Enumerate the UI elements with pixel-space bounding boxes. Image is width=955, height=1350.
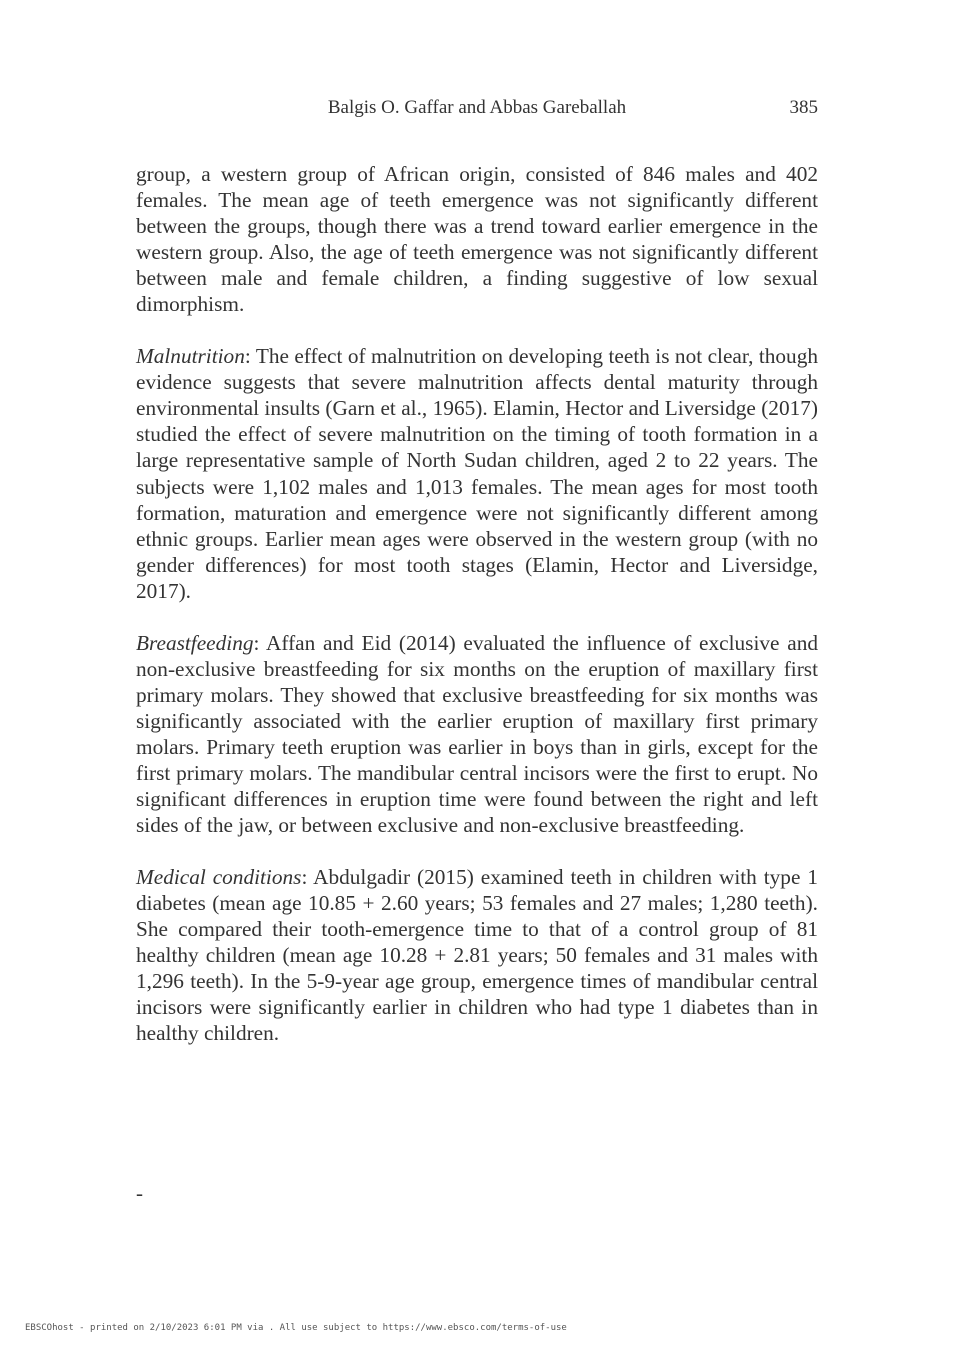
paragraph-text: : The effect of malnutrition on developing teeth is not clear, though evidence suggests that severe malnutrition affects dental maturity through environmental insults (Garn et al., 1965). Elamin, Hector and Liversidge (2017) studied the effect of severe malnutrition on the timing of tooth formation in a large representative sample of North Sudan children, aged 2 to 22 years. The subjects were 1,102 males and 1,013 females. The mean ages for most tooth formation, maturation and emergence were not significantly different among ethnic groups. Earlier mean ages were observed in the western group (with no gender differences) for most tooth stages (Elamin, Hector and Liversidge, 2017).	[136, 344, 818, 603]
paragraph-lead: Malnutrition	[136, 344, 245, 369]
dash-mark: -	[136, 1181, 143, 1205]
paragraph-medical-conditions	[136, 864, 818, 1046]
paragraph-lead: Medical conditions	[136, 865, 302, 890]
body-text	[136, 161, 818, 1072]
running-header	[136, 96, 818, 120]
paragraph-malnutrition	[136, 343, 818, 603]
paragraph-continuation	[136, 161, 818, 317]
paragraph-lead: Breastfeeding	[136, 630, 254, 655]
paragraph-breastfeeding	[136, 630, 818, 838]
print-footer: EBSCOhost - printed on 2/10/2023 6:01 PM via . All use subject to https://www.ebsco.com/terms-of-use	[25, 1323, 567, 1333]
header-authors: Balgis O. Gaffar and Abbas Gareballah	[327, 97, 627, 118]
paragraph-text: : Abdulgadir (2015) examined teeth in children with type 1 diabetes (mean age 10.85 + 2.60 years; 53 females and 27 males; 1,280 teeth). She compared their tooth-emergence time to that of a control group of 81 healthy children (mean age 10.28 + 2.81 years; 50 females and 31 males with 1,296 teeth). In the 5-9-year age group, emergence times of mandibular central incisors were significantly earlier in children who had type 1 diabetes than in healthy children.	[136, 865, 818, 1046]
page-number: 385	[789, 97, 818, 118]
paragraph-text: : Affan and Eid (2014) evaluated the influence of exclusive and non-exclusive breastfeeding for six months on the eruption of maxillary first primary molars. They showed that exclusive breastfeeding for six months was significantly associated with the earlier eruption of maxillary first primary molars. Primary teeth eruption was earlier in boys than in girls, except for the first primary molars. The mandibular central incisors were the first to erupt. No significant differences in eruption time were found between the right and left sides of the jaw, or between exclusive and non-exclusive breastfeeding.	[136, 630, 818, 838]
paragraph-text: group, a western group of African origin, consisted of 846 males and 402 females. The mean age of teeth emergence was not significantly different between the groups, though there was a trend toward earlier emergence in the western group. Also, the age of teeth emergence was not significantly different between male and female children, a finding suggestive of low sexual dimorphism.	[136, 162, 818, 317]
